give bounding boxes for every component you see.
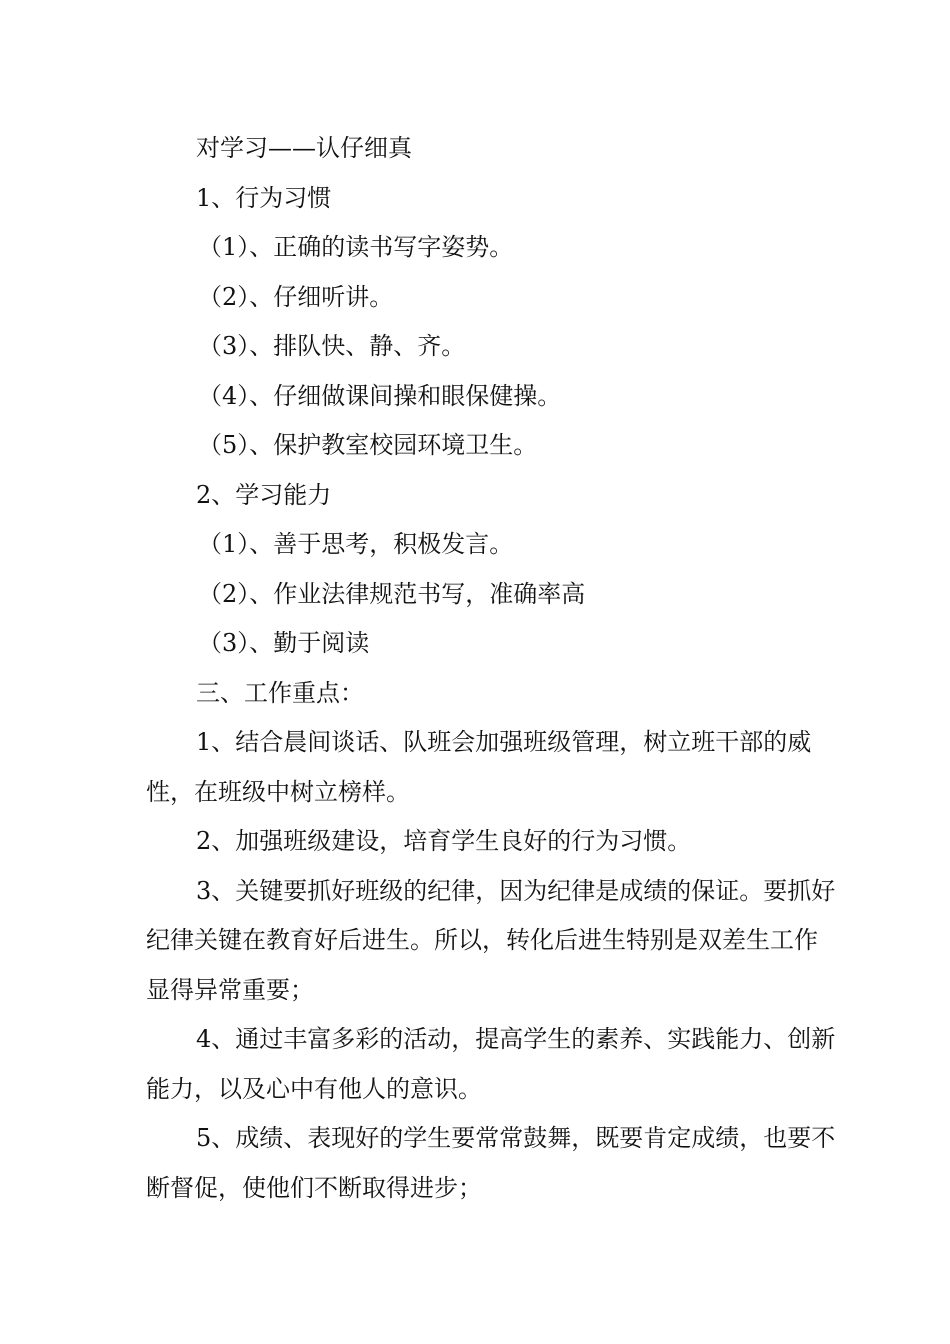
list-item: （4）、仔细做课间操和眼保健操。: [198, 381, 562, 410]
subheading-learning-ability: 2、学习能力: [196, 480, 332, 509]
section-heading-work-focus: 三、工作重点：: [196, 678, 364, 707]
paragraph: 1、结合晨间谈话、队班会加强班级管理，树立班干部的威性，在班级中树立榜样。: [146, 728, 812, 806]
list-item: （5）、保护教室校园环境卫生。: [198, 431, 538, 459]
subheading-behavior-habits: 1、行为习惯: [196, 183, 332, 212]
list-item: （2）、仔细听讲。: [198, 282, 394, 311]
list-item: （2）、作业法律规范书写，准确率高: [198, 579, 586, 608]
document-body: [146, 124, 836, 1213]
list-item: （3）、排队快、静、齐。: [198, 332, 466, 360]
paragraph: 3、关键要抓好班级的纪律，因为纪律是成绩的保证。要抓好纪律关键在教育好后进生。所以，转化后进生特别是双差生工作显得异常重要；: [146, 876, 836, 1004]
list-item: （1）、正确的读书写字姿势。: [198, 233, 514, 261]
list-item: （3）、勤于阅读: [198, 629, 370, 657]
paragraph: 4、通过丰富多彩的活动，提高学生的素养、实践能力、创新能力，以及心中有他人的意识。: [146, 1025, 836, 1103]
paragraph: 2、加强班级建设，培育学生良好的行为习惯。: [196, 827, 692, 855]
paragraph: 5、成绩、表现好的学生要常常鼓舞，既要肯定成绩，也要不断督促，使他们不断取得进步；: [146, 1124, 836, 1202]
section-heading-study-attitude: 对学习——认仔细真: [196, 134, 412, 162]
list-item: （1）、善于思考，积极发言。: [198, 530, 514, 558]
